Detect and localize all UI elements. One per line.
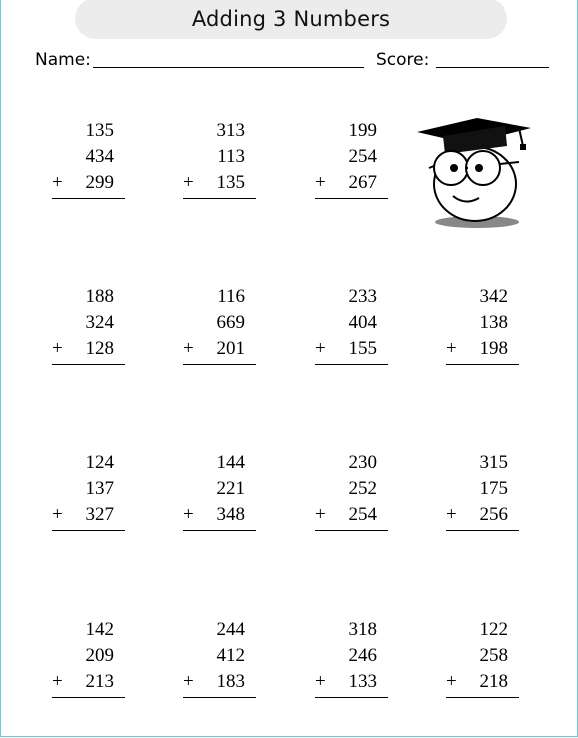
- addend-1: 124: [85, 452, 114, 473]
- addend-3: 299: [85, 172, 114, 193]
- name-label: Name:: [35, 50, 91, 70]
- addend-2: 434: [85, 146, 114, 167]
- sum-rule: [446, 364, 519, 365]
- addition-problem: [183, 452, 259, 552]
- plus-sign: +: [183, 671, 194, 692]
- addend-2: 669: [216, 312, 245, 333]
- plus-sign: +: [52, 172, 63, 193]
- sum-rule: [52, 364, 125, 365]
- sum-rule: [183, 697, 256, 698]
- plus-sign: +: [315, 671, 326, 692]
- sum-rule: [52, 198, 125, 199]
- addend-1: 116: [217, 286, 245, 307]
- plus-sign: +: [315, 172, 326, 193]
- addition-problem: [446, 452, 522, 552]
- score-field-line: [436, 67, 549, 68]
- score-label: Score:: [376, 50, 430, 70]
- addend-1: 199: [348, 120, 377, 141]
- addend-3: 155: [348, 338, 377, 359]
- addend-3: 135: [216, 172, 245, 193]
- addend-2: 221: [216, 478, 245, 499]
- addend-2: 258: [479, 645, 508, 666]
- name-field-line: [93, 67, 364, 68]
- addend-3: 201: [216, 338, 245, 359]
- addition-problem: [183, 286, 259, 386]
- addend-2: 252: [348, 478, 377, 499]
- addend-1: 342: [479, 286, 508, 307]
- plus-sign: +: [446, 671, 457, 692]
- addition-problem: [315, 619, 391, 719]
- sum-rule: [315, 697, 388, 698]
- graduate-face-icon: [415, 112, 535, 232]
- addition-problem: [446, 619, 522, 719]
- addend-2: 209: [85, 645, 114, 666]
- addend-3: 133: [348, 671, 377, 692]
- addend-2: 113: [217, 146, 245, 167]
- sum-rule: [315, 530, 388, 531]
- addend-3: 267: [348, 172, 377, 193]
- sum-rule: [446, 697, 519, 698]
- addend-3: 198: [479, 338, 508, 359]
- plus-sign: +: [183, 172, 194, 193]
- addend-2: 412: [216, 645, 245, 666]
- plus-sign: +: [446, 338, 457, 359]
- plus-sign: +: [315, 504, 326, 525]
- addition-problem: [315, 120, 391, 220]
- addend-1: 315: [479, 452, 508, 473]
- plus-sign: +: [183, 338, 194, 359]
- addition-problem: [183, 120, 259, 220]
- sum-rule: [315, 198, 388, 199]
- addend-2: 138: [479, 312, 508, 333]
- addend-1: 188: [85, 286, 114, 307]
- addend-1: 142: [85, 619, 114, 640]
- addend-3: 218: [479, 671, 508, 692]
- addend-2: 254: [348, 146, 377, 167]
- plus-sign: +: [52, 338, 63, 359]
- plus-sign: +: [446, 504, 457, 525]
- addition-problem: [315, 452, 391, 552]
- sum-rule: [446, 530, 519, 531]
- addend-1: 144: [216, 452, 245, 473]
- sum-rule: [315, 364, 388, 365]
- addend-3: 213: [85, 671, 114, 692]
- page-title: Adding 3 Numbers: [191, 6, 391, 31]
- addend-1: 233: [348, 286, 377, 307]
- sum-rule: [52, 530, 125, 531]
- addend-3: 254: [348, 504, 377, 525]
- addition-problem: [446, 286, 522, 386]
- addition-problem: [315, 286, 391, 386]
- sum-rule: [183, 530, 256, 531]
- addend-1: 313: [216, 120, 245, 141]
- addend-2: 137: [85, 478, 114, 499]
- plus-sign: +: [183, 504, 194, 525]
- addition-problem: [52, 452, 128, 552]
- addend-3: 256: [479, 504, 508, 525]
- addend-2: 324: [85, 312, 114, 333]
- addend-3: 128: [85, 338, 114, 359]
- addition-problem: [52, 619, 128, 719]
- addend-1: 135: [85, 120, 114, 141]
- addend-3: 327: [85, 504, 114, 525]
- plus-sign: +: [52, 504, 63, 525]
- addend-1: 122: [479, 619, 508, 640]
- addend-1: 244: [216, 619, 245, 640]
- addend-1: 318: [348, 619, 377, 640]
- addend-3: 348: [216, 504, 245, 525]
- addend-1: 230: [348, 452, 377, 473]
- addend-2: 246: [348, 645, 377, 666]
- plus-sign: +: [52, 671, 63, 692]
- addend-2: 175: [479, 478, 508, 499]
- sum-rule: [52, 697, 125, 698]
- addend-2: 404: [348, 312, 377, 333]
- title-banner: [75, 0, 507, 39]
- addend-3: 183: [216, 671, 245, 692]
- plus-sign: +: [315, 338, 326, 359]
- addition-problem: [52, 120, 128, 220]
- addition-problem: [52, 286, 128, 386]
- sum-rule: [183, 364, 256, 365]
- sum-rule: [183, 198, 256, 199]
- addition-problem: [183, 619, 259, 719]
